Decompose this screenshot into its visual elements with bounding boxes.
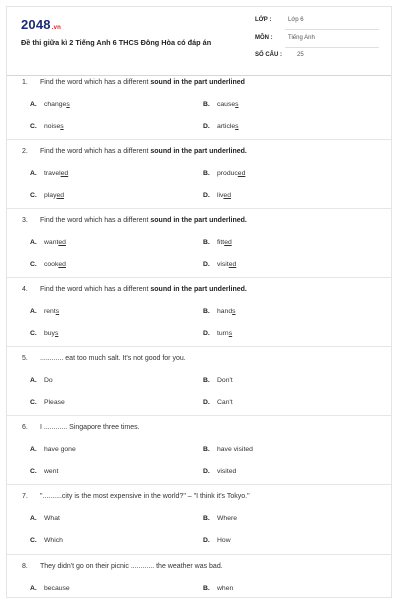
question-text-main: Find the word which has a different (40, 286, 151, 293)
option-letter: B. (203, 377, 210, 384)
question-text (40, 563, 223, 570)
option-text: cause (217, 101, 236, 108)
question-text-emphasis: sound in the part underlined (150, 79, 245, 86)
option-underlined-part: s (60, 123, 64, 130)
answer-option[interactable] (30, 585, 70, 592)
question-divider (7, 208, 391, 209)
option-letter: C. (30, 330, 37, 337)
option-text: Do (44, 377, 53, 384)
option-letter: B. (203, 585, 210, 592)
question-divider (7, 484, 391, 485)
option-letter: C. (30, 261, 37, 268)
question-number: 1. (22, 79, 28, 86)
option-underlined-part: ed (56, 192, 65, 199)
option-letter: D. (203, 399, 210, 406)
option-underlined-part: ed (223, 192, 231, 199)
option-letter: D. (203, 537, 210, 544)
option-letter: B. (203, 170, 210, 177)
option-text: went (44, 468, 59, 475)
option-letter: C. (30, 399, 37, 406)
option-letter: B. (203, 515, 210, 522)
option-letter: B. (203, 101, 210, 108)
question-text (40, 217, 247, 224)
option-underlined-part: s (228, 330, 233, 337)
exam-header (7, 7, 391, 76)
exam-title: Đề thi giữa kì 2 Tiếng Anh 6 THCS Đông Hòa có đáp án (21, 38, 212, 47)
answer-option[interactable] (203, 377, 233, 384)
info-divider (285, 47, 379, 48)
option-text: What (44, 515, 60, 522)
option-letter: C. (30, 123, 37, 130)
option-text: rent (44, 308, 56, 315)
option-text: travel (44, 170, 61, 177)
info-divider (285, 29, 379, 30)
question-number: 3. (22, 217, 28, 224)
option-text: Don't (217, 377, 233, 384)
question-number: 8. (22, 563, 28, 570)
option-letter: C. (30, 192, 37, 199)
option-underlined-part: ed (228, 261, 237, 268)
answer-option[interactable] (203, 399, 233, 406)
answer-option[interactable] (30, 123, 64, 130)
option-text: have gone (44, 446, 76, 453)
question-text (40, 286, 247, 293)
option-text: Where (217, 515, 238, 522)
question-divider (7, 139, 391, 140)
option-letter: C. (30, 468, 37, 475)
option-text: cook (44, 261, 59, 268)
answer-option[interactable] (203, 468, 236, 475)
option-text: hand (217, 308, 233, 315)
question-text-main: Find the word which has a different (40, 217, 151, 224)
question-text (40, 148, 247, 155)
option-text: Which (44, 537, 63, 544)
answer-option[interactable] (30, 377, 53, 384)
option-text: article (217, 123, 236, 130)
answer-option[interactable] (203, 239, 232, 246)
site-logo[interactable] (21, 17, 61, 32)
option-underlined-part: s (54, 330, 59, 337)
option-text: want (44, 239, 59, 246)
option-letter: D. (203, 192, 210, 199)
answer-option[interactable] (30, 261, 66, 268)
option-text: turn (217, 330, 229, 337)
info-value: Tiếng Anh (288, 35, 315, 41)
question-number: 5. (22, 355, 28, 362)
option-text: noise (44, 123, 61, 130)
answer-option[interactable] (30, 446, 76, 453)
info-key: LỚP : (255, 17, 272, 23)
answer-option[interactable] (203, 330, 232, 337)
option-letter: A. (30, 515, 37, 522)
question-text-main: I ............ Singapore three times. (40, 424, 140, 431)
info-key: MÔN : (255, 35, 273, 41)
option-letter: B. (203, 239, 210, 246)
answer-option[interactable] (203, 170, 245, 177)
option-letter: D. (203, 123, 210, 130)
option-letter: A. (30, 170, 37, 177)
answer-option[interactable] (203, 537, 231, 544)
option-underlined-part: ed (237, 170, 246, 177)
answer-option[interactable] (203, 308, 236, 315)
option-letter: D. (203, 468, 210, 475)
answer-option[interactable] (203, 585, 233, 592)
option-text: How (217, 537, 231, 544)
question-number: 4. (22, 286, 28, 293)
info-value: Lớp 6 (288, 17, 304, 23)
option-text: visited (217, 468, 237, 475)
answer-option[interactable] (203, 192, 231, 199)
answer-option[interactable] (30, 537, 63, 544)
option-letter: A. (30, 308, 37, 315)
option-letter: C. (30, 537, 37, 544)
option-underlined-part: s (55, 308, 60, 315)
question-number: 7. (22, 493, 28, 500)
question-text-main: They didn't go on their picnic ............ the weather was bad. (40, 563, 223, 570)
option-text: change (44, 101, 67, 108)
option-text: buy (44, 330, 55, 337)
question-text-main: Find the word which has a different (40, 148, 151, 155)
question-divider (7, 415, 391, 416)
logo-suffix: .vn (51, 25, 62, 31)
question-text-main: "..........city is the most expensive in the world?" – "I think it's Tokyo." (40, 493, 250, 500)
option-underlined-part: ed (58, 239, 66, 246)
question-number: 6. (22, 424, 28, 431)
question-text (40, 79, 245, 86)
option-underlined-part: s (235, 101, 239, 108)
question-number: 2. (22, 148, 28, 155)
option-underlined-part: s (66, 101, 70, 108)
answer-option[interactable] (203, 123, 239, 130)
question-text-emphasis: sound in the part underlined. (150, 148, 247, 155)
option-letter: A. (30, 446, 37, 453)
option-letter: A. (30, 101, 37, 108)
info-value: 25 (297, 52, 304, 58)
option-underlined-part: ed (60, 170, 69, 177)
option-text: when (217, 585, 234, 592)
option-text: visit (217, 261, 229, 268)
answer-option[interactable] (203, 446, 253, 453)
option-text: because (44, 585, 70, 592)
option-letter: A. (30, 239, 37, 246)
answer-option[interactable] (30, 308, 59, 315)
answer-option[interactable] (203, 101, 239, 108)
answer-option[interactable] (30, 468, 58, 475)
answer-option[interactable] (203, 261, 236, 268)
question-text (40, 493, 250, 500)
logo-text: 2048 (21, 17, 51, 32)
option-text: fitt (217, 239, 225, 246)
option-letter: D. (203, 261, 210, 268)
info-row-class (255, 16, 379, 30)
option-letter: A. (30, 377, 37, 384)
exam-page (6, 6, 392, 598)
answer-option[interactable] (30, 399, 65, 406)
answer-option[interactable] (30, 330, 58, 337)
question-divider (7, 277, 391, 278)
option-text: Please (44, 399, 65, 406)
info-row-subject (255, 34, 379, 48)
question-divider (7, 554, 391, 555)
answer-option[interactable] (30, 192, 64, 199)
answer-option[interactable] (30, 239, 66, 246)
info-row-count (255, 51, 379, 65)
question-divider (7, 346, 391, 347)
question-text-main: ............ eat too much salt. It's not good for you. (40, 355, 186, 362)
answer-option[interactable] (30, 101, 70, 108)
option-text: Can't (217, 399, 233, 406)
option-letter: B. (203, 446, 210, 453)
answer-option[interactable] (203, 515, 237, 522)
option-text: play (44, 192, 57, 199)
question-text (40, 355, 186, 362)
option-text: produc (217, 170, 238, 177)
question-text-main: Find the word which has a different (40, 79, 151, 86)
option-text: liv (217, 192, 224, 199)
info-key: SỐ CÂU : (255, 52, 282, 58)
answer-option[interactable] (30, 515, 60, 522)
option-underlined-part: s (235, 123, 239, 130)
answer-option[interactable] (30, 170, 68, 177)
question-text (40, 424, 140, 431)
option-letter: B. (203, 308, 210, 315)
option-underlined-part: ed (224, 239, 232, 246)
option-letter: D. (203, 330, 210, 337)
option-letter: A. (30, 585, 37, 592)
option-text: have visited (217, 446, 253, 453)
option-underlined-part: ed (58, 261, 66, 268)
option-underlined-part: s (232, 308, 236, 315)
question-text-emphasis: sound in the part underlined. (150, 286, 247, 293)
question-text-emphasis: sound in the part underlined. (150, 217, 247, 224)
